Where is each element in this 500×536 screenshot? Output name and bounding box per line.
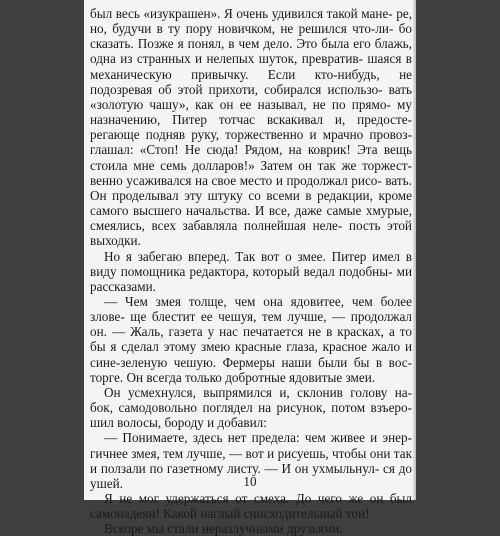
book-page — [84, 0, 416, 536]
paragraph-5: — Понимаете, здесь нет предела: чем живее и энер- гичнее змея, тем лучше, — вот и рисуешь, чтобы они так и ползали по газетному листу. — И он ухмыльнул- ся до ушей. — [90, 430, 412, 491]
paragraph-2: Но я забегаю вперед. Так вот о змее. Питер имел в виду помощника редактора, который ведал подобны- ми рассказами. — [90, 248, 412, 294]
body-text — [90, 6, 412, 536]
page-number: 10 — [243, 474, 257, 489]
page-edge — [413, 0, 416, 500]
paragraph-4: Он усмехнулся, выпрямился и, склонив голову на- бок, самодовольно поглядел на рисунок, потом взъеро- шил волосы, бороду и добавил: — [90, 384, 412, 431]
paragraph-1: был весь «изукрашен». Я очень удивился такой мане- ре, но, будучи в ту пору новичком, не решился что-ли- бо сказать. Позже я понял, в чем дело. Это была его блажь, одна из странных и нелепых шуток, превратив- шаяся в механическую привычку. Если кто-нибудь, не подозревая об этой прихоти, собирался использо- вать «золотую чашу», как он ее называл, не по прямо- му назначению, Питер тотчас вскакивал и, предосте- регающе подняв руку, торжественно и мрачно провоз- глашал: «Стоп! Не сюда! Рядом, на коврик! Эта вещь стоила мне семь долларов!» Затем он так же торжест- венно усаживался на свое место и продолжал рисо- вать. Он проделывал эту штуку со всеми в редакции, кроме самого высшего начальства. И все, даже самые хмурые, смеялись, всех забавляла полнейшая неле- пость этой выходки. — [90, 6, 412, 249]
paragraph-7: Вскоре мы стали неразлучными друзьями. — [104, 521, 343, 536]
paragraph-6: Я не мог удержаться от смеха. До чего же он был самонадеян! Какой наглый снисходительный тон! — [90, 491, 412, 522]
paragraph-3: — Чем змея толще, чем она ядовитее, чем более злове- ще блестит ее чешуя, тем лучше, — продолжал он. — Жаль, газета у нас печатается не в красках, а то бы я сделал этому змею красные глаза, красное жало и сине-зеленую чешую. Фермеры наши были бы в вос- торге. Он всегда только добротные ядовитые змеи. — [90, 293, 412, 385]
